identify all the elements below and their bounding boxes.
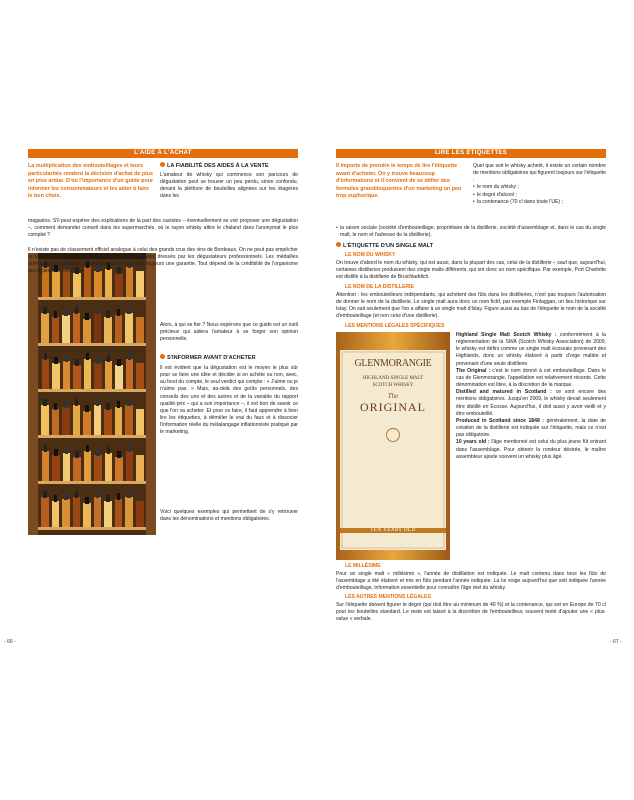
subheading-mentions: LES MENTIONS LÉGALES SPÉCIFIQUES [345, 323, 445, 329]
paragraph-intro-tail-3: Alors, à qui se fier ? Nous espérons que ce guide est un outil précieux qui aidera l'amateur à se forger son opinion personnelle. [160, 322, 298, 343]
paragraph-informer: Il est évident que la dégustation est le moyen le plus sûr pour se faire une idée et décider si on achète ou non, avec, au bout du compte, le seul verdict qui compte : « J'aime ou je n'aime pas. » Mais, au-delà des goûts personnels, des conseils des uns et des autres et de la variable du rapport qualité-prix – qui a son importance –, il est bon de savoir ce que l'on va acheter. Et pour ce faire, il faut apprendre à bien lire les étiquettes, à démêler le vrai du faux et à dissocier l'information réelle du métalangage inflationniste pratiqué par le marketing. [160, 365, 299, 436]
section-bar-aide-achat: L'AIDE À L'ACHAT [28, 149, 298, 158]
shelf-illustration [28, 253, 156, 535]
subheading-nom-whisky: LE NOM DU WHISKY [345, 252, 396, 258]
list-item: • la contenance (70 cl dans toute l'UE) ; [473, 199, 606, 206]
paragraph-fiabilite: L'amateur de whisky qui commence son parcours de dégustation peut se trouver un peu perdu, sinon confondu, devant la pléthore de bouteilles alignées sur les étagères dans les [160, 172, 298, 200]
glenmorangie-label-photo [336, 332, 450, 560]
section-bar-lire-etiquettes: LIRE LES ÉTIQUETTES [336, 149, 606, 158]
mention-age: 10 years old : l'âge mentionné est celui du plus jeune fût entrant dans l'assemblage. Pour obtenir la rondeur désirée, le maître assembleur ajoute souvent un whisky plus âgé. [456, 439, 606, 460]
lead-paragraph: La multiplication des embouteillages et leurs particularités rendent la décision d'achat de plus en plus ardue. D'où l'importance d'un guide pour informer les consommateurs et les aider à faire le bon choix. [28, 163, 154, 199]
label-type: SCOTCH WHISKY [372, 383, 414, 388]
mention-distilled: Distilled and matured in Scotland : ce sont encore des mentions obligatoires. Jusqu'en 2009, le whisky devait seulement être distillé en Écosse. Aujourd'hui, il doit aussi y avoir vieilli et y être embouteillé. [456, 389, 606, 417]
bullet-dot-icon [160, 162, 165, 167]
mandatory-list [473, 184, 606, 205]
heading-etiquette: L'ÉTIQUETTE D'UN SINGLE MALT [336, 242, 606, 250]
label-age: TEN YEARS OLD [340, 528, 446, 533]
paragraph-nom-whisky: On trouve d'abord le nom du whisky, qui est aussi, dans la plupart des cas, celui de la distillerie – sauf que, aujourd'hui, certaines distilleries produisent des single malts différents, qui ont donc un nom spécifique. Par exemple, Port Charlotte est distillé à la distillerie de Bruichladdich. [336, 260, 606, 281]
heading-fiabilite: LA FIABILITÉ DES AIDES À LA VENTE [160, 162, 298, 170]
lead-paragraph-right: Il importe de prendre le temps de lire l'étiquette avant d'acheter. On y trouve beaucoup d'informations et il convient de se défier des formules grandiloquentes d'un marketing un peu trop euphorique. [336, 163, 462, 199]
heading-informer: S'INFORMER AVANT D'ACHETER [160, 354, 298, 362]
mention-highland: Highland Single Malt Scotch Whisky : conformément à la réglementation de la SWA (Scotch Whisky Association) de 2009, le whisky est défini comme un single malt écossais provenant des Highlands, donc un whisky élaboré à partir d'orge maltée et provenant d'une seule distillerie. [456, 332, 606, 367]
paragraph-informer-2: Voici quelques exemples qui permettent de s'y retrouver dans les dénominations et mentions obligatoires. [160, 509, 298, 523]
whisky-shelf-photo [28, 253, 156, 535]
paragraph-intro-tail-2: Il n'existe pas de classement officiel analogue à celui des grands crus des vins de Bordeaux. On ne peut pas empêcher qu'entre une part de subjectivité dans les hit-parades dressés par les dégustateurs professionnels. Les médailles obtenues aux concours internationaux ne sont pas toujours une garantie. Tout dépend de la crédibilité de l'organisme qui organise le concours. [28, 247, 298, 275]
label-the: The [387, 392, 399, 400]
paragraph-intro-right: Quel que soit le whisky acheté, il existe un certain nombre de mentions obligatoires qui figurent toujours sur l'étiquette : • le nom du whisky ; • le degré d'alcool ; • la contenance (70 cl dans toute l'UE) ; [473, 163, 606, 206]
subheading-nom-distillerie: LE NOM DE LA DISTILLERIE [345, 284, 414, 290]
label-original: ORIGINAL [360, 400, 426, 414]
label-emblem [386, 428, 400, 442]
mention-produced: Produced in Scotland since 1848 : généralement, la date de création de la distillerie est indiquée sur l'étiquette, mais ce n'est pas obligatoire. [456, 417, 606, 439]
label-region: HIGHLAND SINGLE MALT [362, 376, 424, 381]
mention-original: The Original : c'est le nom donné à cet embouteillage. Dans le cas de Glenmorangie, l'appellation est relativement récente. Cette dénomination est libre, à la discrétion de la marque. [456, 367, 606, 389]
paragraph-nom-distillerie: Attention : les embouteilleurs indépendants, qui achètent des fûts dans les distilleries, n'ont pas toujours l'autorisation de donner le nom de la distillerie. Le single malt aura donc un nom fictif, par exemple Finlaggan, un lieu historique sur Islay. On sait seulement que l'on a affaire à un single malt d'Islay. Figure aussi au bas de l'étiquette le nom de la société d'embouteillage (et non celui d'une distillerie). [336, 292, 606, 320]
page-number-right: - 67 - [610, 639, 622, 645]
subheading-autres: LES AUTRES MENTIONS LÉGALES [345, 594, 431, 600]
list-item: • la raison sociale (société d'embouteillage, propriétaire de la distillerie, société d'assemblage et, dans le cas du single malt, le nom et l'adresse de la distillerie). [336, 225, 606, 239]
mentions-block [456, 332, 606, 461]
bullet-dot-icon [336, 242, 341, 247]
list-item: • le degré d'alcool ; [473, 192, 606, 199]
paragraph-intro-tail: magasins. S'il peut espérer des explications de la part des cavistes – éventuellement se voir proposer une dégustation –, comment demander conseil dans les supermarchés, où le rayon whisky attire le chaland dans l'anonymat le plus complet ? [28, 218, 298, 239]
list-item: • le nom du whisky ; [473, 184, 606, 191]
subheading-millesime: LE MILLÉSIME [345, 563, 381, 569]
bullet-dot-icon [160, 354, 165, 359]
label-brand: GLENMORANGIE [354, 358, 432, 369]
page-number-left: - 66 - [4, 639, 16, 645]
paragraph-millesime: Pour un single malt « millésimé », l'année de distillation est indiquée. Le malt contenu dans tous les fûts de l'assemblage a été élaboré et mis en fûts pendant l'année indiquée. La loi exige aujourd'hui que soit indiquée l'année d'embouteillage, information essentielle pour connaître l'âge réel du whisky. [336, 571, 606, 592]
mandatory-list-full [336, 225, 606, 239]
paragraph-autres: Sur l'étiquette doivent figurer le degré (qui doit être au minimum de 40 %) et la contenance, qui est en Europe de 70 cl pour les bouteilles standard. Le reste est laissé à la discrétion de l'embouteilleur, souvent tenté d'ajouter une « plus-value » verbale. [336, 602, 606, 623]
